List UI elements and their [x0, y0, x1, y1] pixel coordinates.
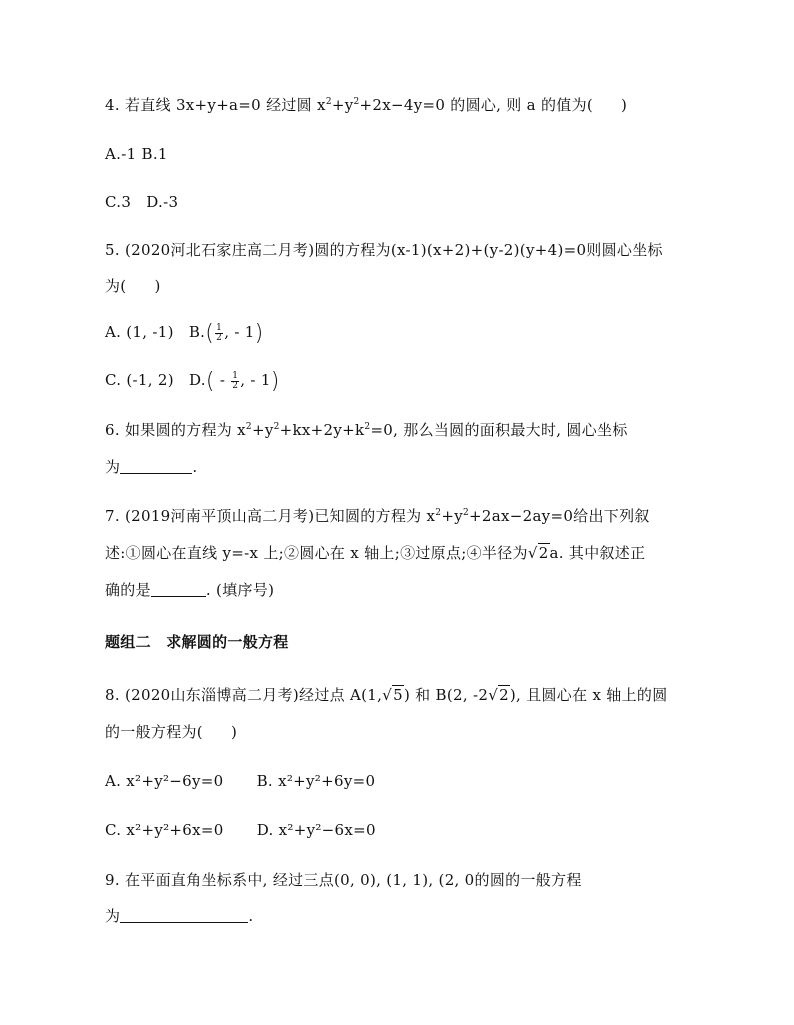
- section-heading: 题组二 求解圆的一般方程: [105, 633, 289, 651]
- q5-text: 为(: [105, 277, 127, 295]
- sqrt-symbol: √5: [382, 686, 403, 704]
- option-b-label: B.: [188, 323, 206, 341]
- option-c-text: (-1, 2): [126, 371, 174, 389]
- q5-text-end: ): [154, 277, 161, 295]
- q7-line2-end: a. 其中叙述正: [549, 544, 646, 562]
- option-b-label: B.: [141, 145, 158, 163]
- answer-blank[interactable]: [151, 582, 206, 597]
- q6-text-c: +kx+2y+k: [279, 421, 365, 439]
- option-d-text: -3: [163, 193, 179, 211]
- option-a-label: A.: [105, 145, 122, 163]
- option-a-text: -1: [121, 145, 137, 163]
- question-5-options-cd: [105, 370, 280, 392]
- question-5-stem-line2: [105, 276, 161, 296]
- q8-line2-prefix: 的一般方程为(: [105, 723, 203, 741]
- option-a-label: A.: [105, 323, 122, 341]
- question-8-options-cd: [105, 820, 376, 840]
- q4-text-b: +y: [331, 96, 354, 114]
- option-c-text: x²+y²+6x=0: [126, 821, 224, 839]
- q4-text-d: ): [621, 96, 628, 114]
- question-7-line3: [105, 580, 274, 600]
- sup: 2: [325, 97, 332, 107]
- q7-text-c: +2ax−2ay=0给出下列叙: [469, 507, 650, 525]
- right-paren: ): [270, 369, 280, 394]
- q6-line2-prefix: 为: [105, 458, 121, 476]
- question-9-line1: 9. 在平面直角坐标系中, 经过三点(0, 0), (1, 1), (2, 0的圆的一般方程: [105, 871, 582, 889]
- option-b-text: 1: [157, 145, 168, 163]
- option-a-text: x²+y²−6y=0: [126, 772, 224, 790]
- answer-blank[interactable]: [120, 459, 192, 474]
- q4-text-a: 4. 若直线 3x+y+a=0 经过圆 x: [105, 96, 326, 114]
- option-c-text: 3: [121, 193, 132, 211]
- q6-text-b: +y: [251, 421, 274, 439]
- q8-text-b: ) 和 B(2, -2: [403, 686, 489, 704]
- question-4-options-cd: [105, 192, 178, 212]
- question-6-stem-line1: 6. 如果圆的方程为 $x^2+y^2+kx+2y+k^2=0$, 那么当圆的面积最大时, 圆心坐标: [105, 421, 628, 439]
- option-d-label: D.: [188, 371, 206, 389]
- option-c-label: C.: [105, 371, 122, 389]
- option-d-label: D.: [146, 193, 164, 211]
- question-4-stem: [105, 95, 627, 115]
- q9-line2-prefix: 为: [105, 907, 121, 925]
- option-b-text: x²+y²+6y=0: [278, 772, 376, 790]
- option-b-label: B.: [256, 772, 273, 790]
- question-7-line2: [105, 543, 645, 563]
- option-c-label: C.: [105, 193, 122, 211]
- question-4-options-ab: [105, 144, 168, 164]
- q7-line2-prefix: 述:①圆心在直线 y=-x 上;②圆心在 x 轴上;③过原点;④半径为: [105, 544, 528, 562]
- q7-line3-end: . (填序号): [205, 581, 275, 599]
- option-d-rest: , - 1: [240, 371, 271, 389]
- left-paren: (: [205, 321, 215, 346]
- q8-line2-end: ): [230, 723, 238, 741]
- sqrt-symbol: √2: [488, 686, 509, 704]
- fraction: $\frac{1}{2}$: [232, 370, 239, 391]
- question-8-options-ab: [105, 771, 375, 791]
- fraction: $\frac{1}{2}$: [216, 322, 223, 343]
- answer-blank[interactable]: [120, 908, 248, 923]
- left-paren: (: [205, 369, 215, 394]
- q7-text-a: 7. (2019河南平顶山高二月考)已知圆的方程为 x: [105, 507, 436, 525]
- option-a-label: A.: [105, 772, 122, 790]
- question-5-options-ab: [105, 322, 264, 344]
- q6-text-d: =0, 那么当圆的面积最大时, 圆心坐标: [370, 421, 628, 439]
- option-c-label: C.: [105, 821, 122, 839]
- minus-sign: -: [219, 371, 226, 389]
- q6-line2-end: .: [192, 458, 198, 476]
- question-5-stem-line1: 5. (2020河北石家庄高二月考)圆的方程为(x-1)(x+2)+(y-2)(y+4)=0则圆心坐标: [105, 241, 663, 259]
- q6-text-a: 6. 如果圆的方程为 x: [105, 421, 246, 439]
- right-paren: ): [254, 321, 264, 346]
- question-8-line1: [105, 685, 668, 705]
- option-b-rest: , - 1: [224, 323, 255, 341]
- q9-line2-end: .: [248, 907, 254, 925]
- q7-line3-prefix: 确的是: [105, 581, 151, 599]
- question-6-stem-line2: [105, 457, 197, 477]
- question-8-line2: [105, 722, 237, 742]
- q4-text-c: +2x−4y=0 的圆心, 则 a 的值为(: [359, 96, 594, 114]
- q8-text-a: 8. (2020山东淄博高二月考)经过点 A(1,: [105, 686, 383, 704]
- option-a-text: (1, -1): [126, 323, 174, 341]
- option-d-text: x²+y²−6x=0: [278, 821, 376, 839]
- q7-text-b: +y: [441, 507, 463, 525]
- option-d-label: D.: [256, 821, 274, 839]
- sqrt-symbol: √2: [527, 544, 549, 562]
- question-7-line1: 7. (2019河南平顶山高二月考)已知圆的方程为 $x^2+y^2+2ax-2ay=0$给出下列叙: [105, 507, 650, 525]
- q8-text-c: ), 且圆心在 x 轴上的圆: [509, 686, 668, 704]
- sup: 2: [353, 97, 360, 107]
- question-9-line2: [105, 906, 253, 926]
